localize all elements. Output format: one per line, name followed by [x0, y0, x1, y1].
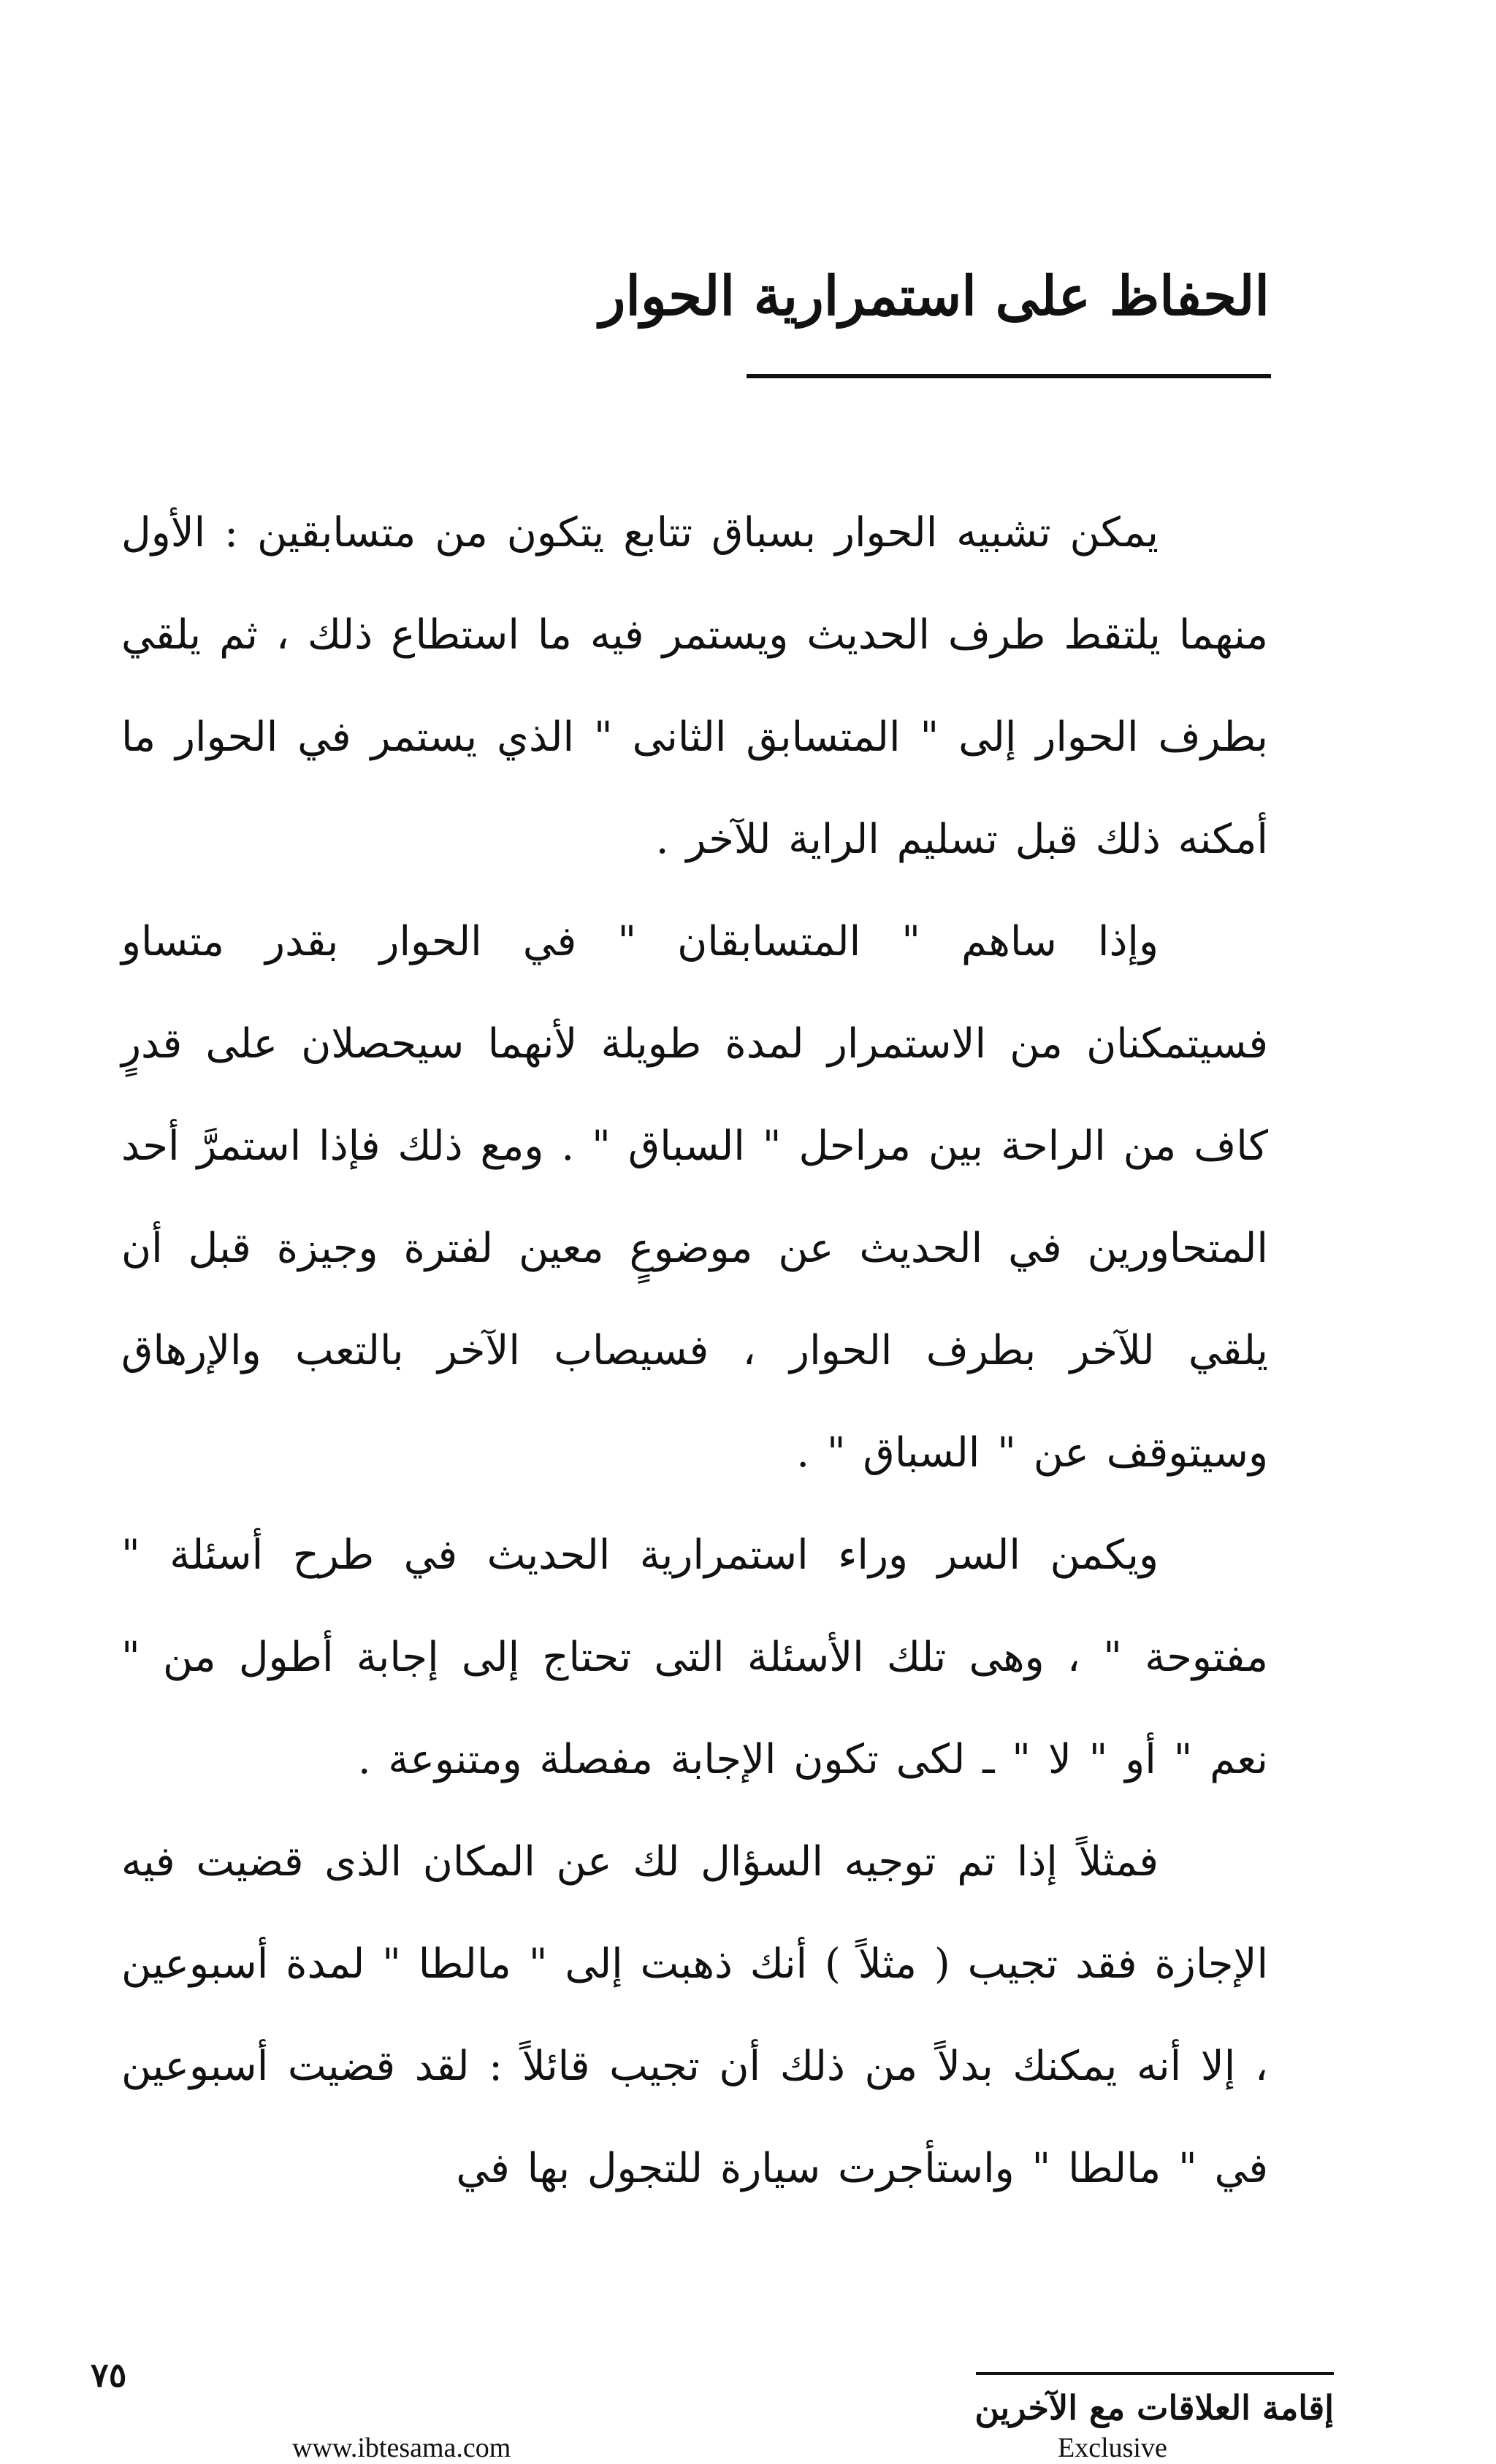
- paragraph-open-questions: ويكمن السر وراء استمرارية الحديث في طرح أسئلة " مفتوحة " ، وهى تلك الأسئلة التى تحتاج إلى إجابة أطول من " نعم " أو " لا " ـ لكى تكون الإجابة مفصلة ومتنوعة .: [121, 1531, 1268, 1783]
- website-watermark: www.ibtesama.com: [292, 2433, 511, 2463]
- heading-underline: [747, 374, 1271, 378]
- body-text: [121, 482, 1268, 2220]
- section-heading: الحفاظ على استمرارية الحوار: [599, 265, 1270, 328]
- paragraph-example: فمثلاً إذا تم توجيه السؤال لك عن المكان الذى قضيت فيه الإجازة فقد تجيب ( مثلاً ) أنك ذهبت إلى " مالطا " لمدة أسبوعين ، إلا أنه يمكنك بدلاً من ذلك أن تجيب قائلاً : لقد قضيت أسبوعين في " مالطا " واستأجرت سيارة للتجول بها في: [121, 1838, 1269, 2192]
- page-number: ٧٥: [91, 2355, 127, 2395]
- exclusive-watermark: Exclusive: [1058, 2433, 1167, 2463]
- paragraph-relay-race: يمكن تشبيه الحوار بسباق تتابع يتكون من متسابقين : الأول منهما يلتقط طرف الحديث ويستمر فيه ما استطاع ذلك ، ثم يلقي بطرف الحوار إلى " المتسابق الثانى " الذي يستمر في الحوار ما أمكنه ذلك قبل تسليم الراية للآخر .: [121, 509, 1268, 863]
- paragraph-equal-contribution: وإذا ساهم " المتسابقان " في الحوار بقدر متساو فسيتمكنان من الاستمرار لمدة طويلة لأنهما سيحصلان على قدرٍ كاف من الراحة بين مراحل " السباق " . ومع ذلك فإذا استمرَّ أحد المتحاورين في الحديث عن موضوعٍ معين لفترة وجيزة قبل أن يلقي للآخر بطرف الحوار ، فسيصاب الآخر بالتعب والإرهاق وسيتوقف عن " السباق " .: [121, 918, 1268, 1477]
- book-title: إقامة العلاقات مع الآخرين: [974, 2388, 1334, 2427]
- footer-rule: [976, 2372, 1334, 2375]
